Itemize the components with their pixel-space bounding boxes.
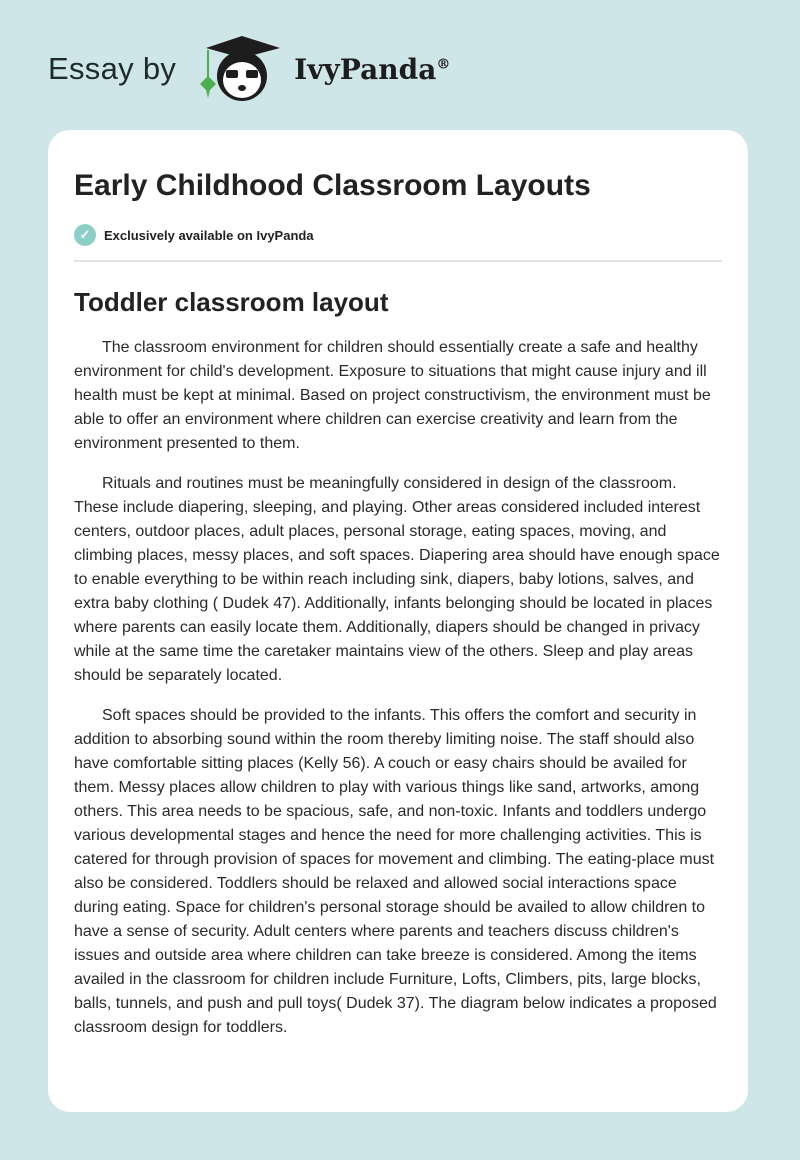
essay-card bbox=[48, 130, 748, 1112]
section-title: Toddler classroom layout bbox=[74, 287, 389, 317]
paragraph: Soft spaces should be provided to the infants. This offers the comfort and security in addition to absorbing sound within the room thereby limiting noise. The staff should also have comfortable sitting places (Kelly 56). A couch or easy chairs should be availed for them. Messy places allow children to play with various things like sand, artworks, among others. This area needs to be spacious, safe, and non-toxic. Infants and toddlers undergo various developmental stages and hence the need for more challenging activities. This is catered for through provision of spaces for movement and climbing. The eating-place must also be considered. Toddlers should be relaxed and allowed social interactions space during eating. Space for children's personal storage should be availed to allow children to have a sense of security. Adult centers where parents and teachers discuss children's issues and outside area where children can take breeze is considered. Among the items availed in the classroom for children include Furniture, Lofts, Climbers, pits, large blocks, balls, tunnels, and push and pull toys( Dudek 37). The diagram below indicates a proposed classroom design for toddlers. bbox=[74, 707, 717, 1036]
exclusive-badge bbox=[74, 224, 722, 246]
brand-name[interactable] bbox=[294, 53, 450, 86]
brand-text: IvyPanda bbox=[294, 52, 437, 86]
panda-logo-icon[interactable] bbox=[196, 34, 288, 104]
paragraph: Rituals and routines must be meaningfully considered in design of the classroom. These include diapering, sleeping, and playing. Other areas considered included interest centers, outdoor places, adult places, personal storage, eating spaces, moving, and climbing places, messy places, and soft spaces. Diapering area should have enough space to enable everything to be within reach including sink, diapers, baby lotions, salves, and extra baby clothing ( Dudek 47). Additionally, infants belonging should be located in places where parents can easily locate them. Additionally, diapers should be changed in privacy while at the same time the caretaker maintains view of the others. Sleep and play areas should be separately located. bbox=[74, 475, 720, 684]
paragraph: The classroom environment for children should essentially create a safe and healthy environment for child's development. Exposure to situations that might cause injury and ill health must be kept at minimal. Based on project constructivism, the environment must be able to offer an environment where children can exercise creativity and learn from the environment presented to them. bbox=[74, 339, 711, 452]
registered-mark: ® bbox=[436, 56, 451, 73]
site-header bbox=[48, 34, 450, 104]
check-icon: ✓ bbox=[74, 224, 96, 246]
divider bbox=[74, 260, 722, 262]
badge-label: Exclusively available on IvyPanda bbox=[104, 227, 314, 243]
page-title: Early Childhood Classroom Layouts bbox=[74, 169, 591, 202]
essay-by-label: Essay by bbox=[48, 51, 177, 86]
